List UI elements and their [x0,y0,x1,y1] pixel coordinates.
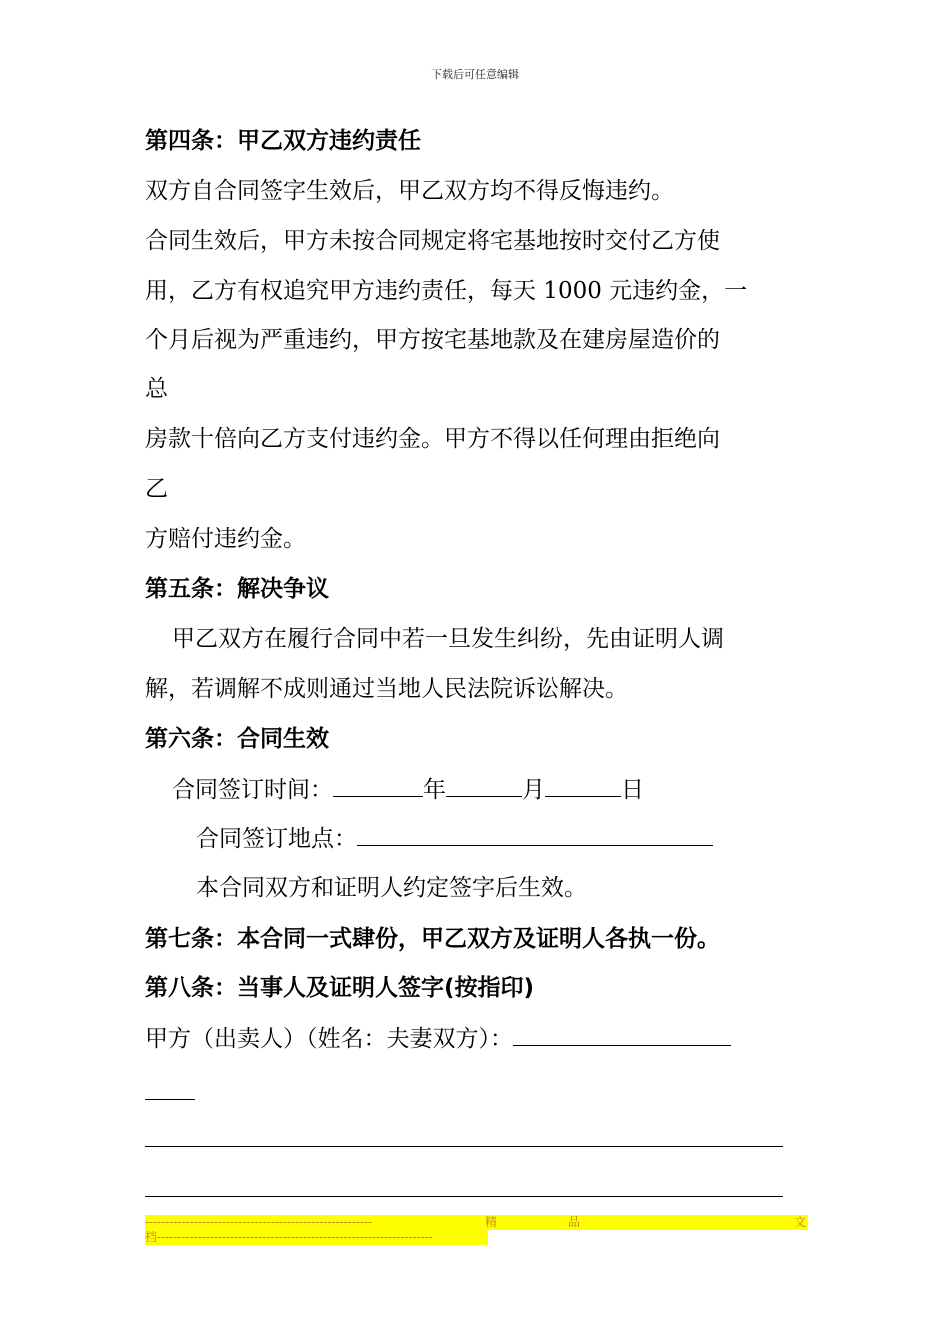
signing-date-row [172,774,842,805]
footer-dashes-1: -------------------------------------------------------- [145,1215,373,1229]
month-blank[interactable] [446,774,522,797]
footer-word-3: 文 [793,1215,806,1229]
article-6-line-3: 本合同双方和证明人约定签字后生效。 [196,875,587,901]
article-4-line-3: 用，乙方有权追究甲方违约责任，每天 1000 元违约金，一 [145,278,748,304]
footer-word-4: 档 [145,1230,158,1244]
article-7-title: 第七条：本合同一式肆份，甲乙双方及证明人各执一份。 [145,926,720,952]
article-4-line-4: 个月后视为严重违约，甲方按宅基地款及在建房屋造价的 [145,327,720,353]
article-4-line-2: 合同生效后，甲方未按合同规定将宅基地按时交付乙方使 [145,228,720,254]
footer-watermark-line-1 [145,1215,808,1230]
day-blank[interactable] [545,774,621,797]
article-4-line-8: 方赔付违约金。 [145,526,306,552]
article-4-title: 第四条：甲乙双方违约责任 [145,128,421,154]
signing-place-row [196,823,866,854]
article-5-line-2: 解，若调解不成则通过当地人民法院诉讼解决。 [145,676,628,702]
signature-line-2[interactable] [145,1196,783,1197]
footer-word-1: 精 [485,1215,498,1229]
party-a-row [145,1023,815,1054]
footer-dashes-2: -------------------------------------------------------------------- [157,1230,433,1244]
article-4-line-6: 房款十倍向乙方支付违约金。甲方不得以任何理由拒绝向 [145,426,720,452]
article-4-line-5: 总 [145,376,168,402]
article-5-line-1: 甲乙双方在履行合同中若一旦发生纠纷，先由证明人调 [172,626,724,652]
footer-watermark-line-2 [145,1230,488,1245]
signature-line-1[interactable] [145,1146,783,1147]
article-6-title: 第六条：合同生效 [145,726,329,752]
place-blank[interactable] [357,823,713,846]
party-a-blank[interactable] [513,1023,731,1046]
signing-place-label: 合同签订地点： [196,826,357,852]
year-blank[interactable] [333,774,423,797]
month-label: 月 [522,777,545,803]
party-a-blank-continued[interactable] [145,1099,195,1100]
article-4-line-1: 双方自合同签字生效后，甲乙双方均不得反悔违约。 [145,178,674,204]
article-4-line-7: 乙 [145,476,168,502]
article-5-title: 第五条：解决争议 [145,576,329,602]
party-a-label: 甲方（出卖人）（姓名：夫妻双方）： [145,1026,513,1052]
footer-word-2: 品 [568,1215,581,1229]
year-label: 年 [423,777,446,803]
page-header: 下载后可任意编辑 [431,68,519,81]
signing-date-label: 合同签订时间： [172,777,333,803]
day-label: 日 [621,777,644,803]
article-8-title: 第八条：当事人及证明人签字(按指印) [145,975,535,1001]
